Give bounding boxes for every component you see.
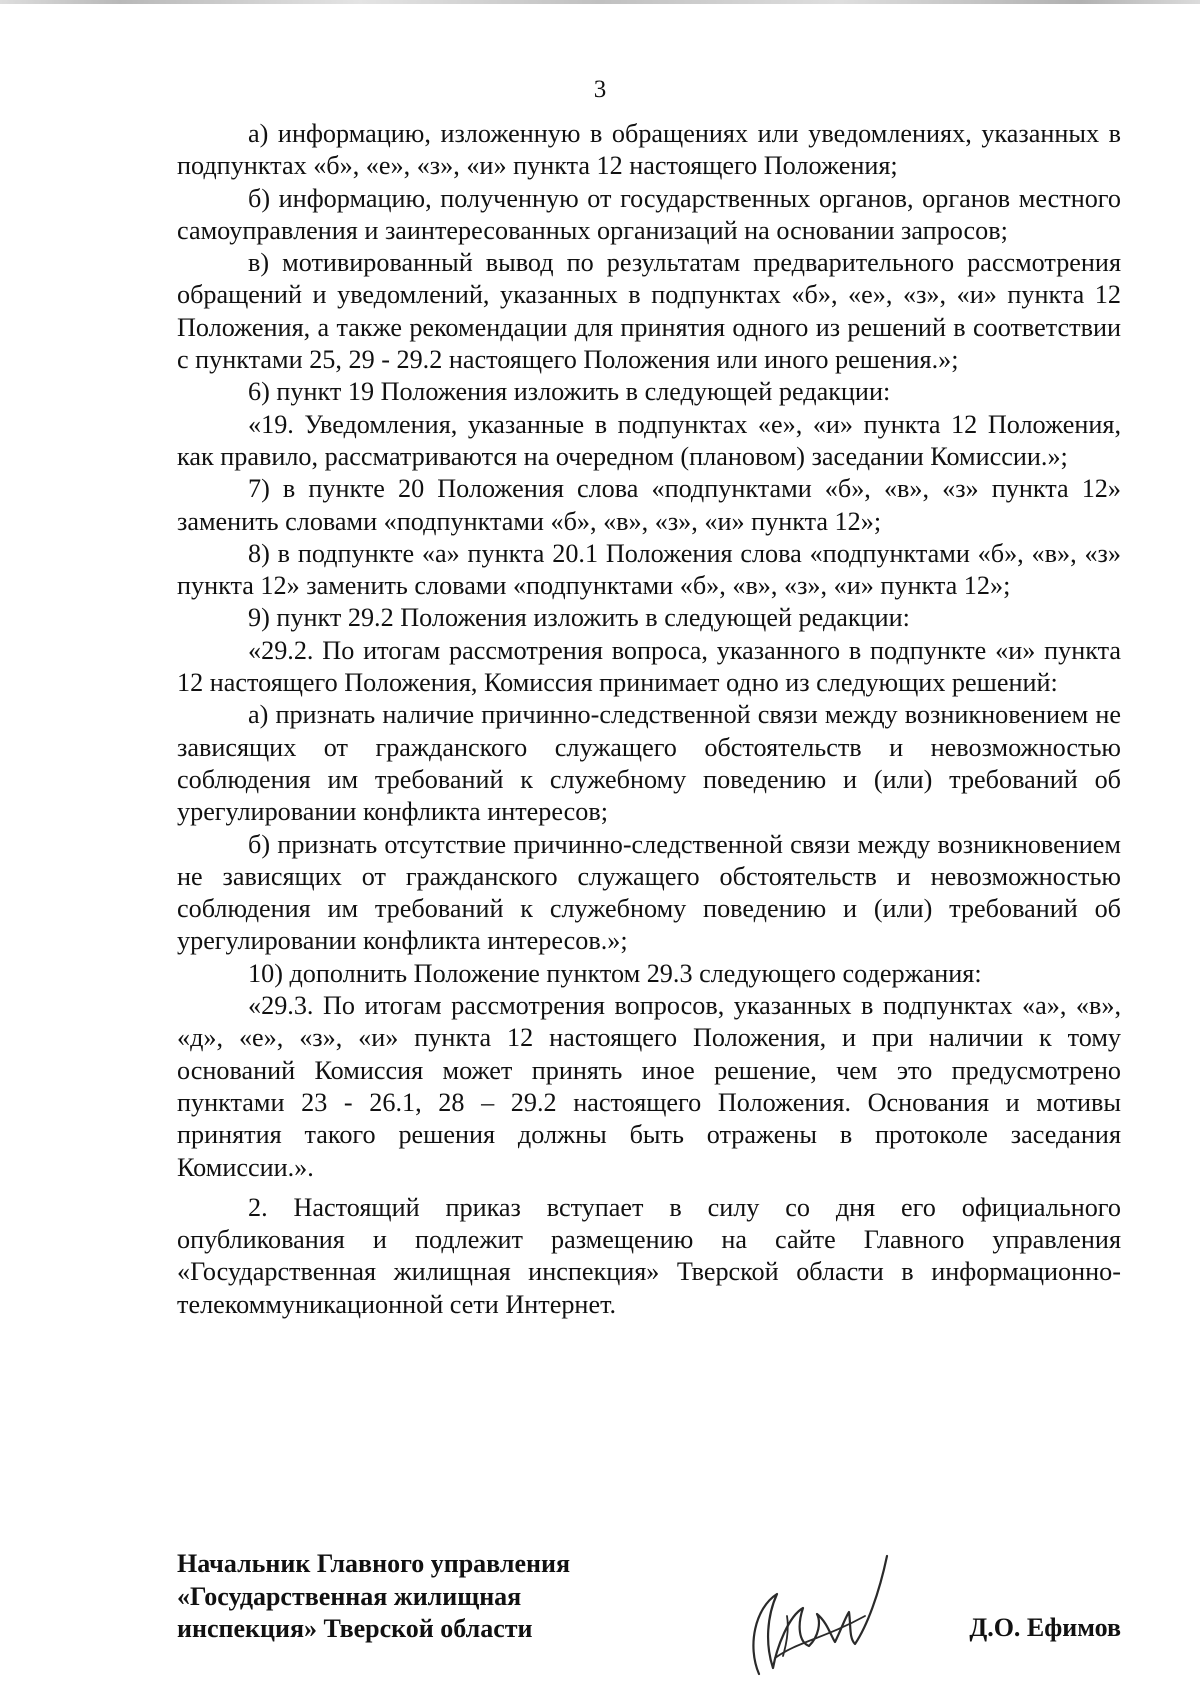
signatory-title-line: «Государственная жилищная	[177, 1581, 522, 1611]
handwritten-signature	[717, 1546, 897, 1686]
paragraph-item-19-text: «19. Уведомления, указанные в подпунктах «е», «и» пункта 12 Положения, как правило, рассматриваются на очередном (плановом) заседании Комиссии.»;	[177, 409, 1121, 471]
paragraph-order-effective: 2. Настоящий приказ вступает в силу со дня его официального опубликования и подлежит размещению на сайте Главного управления «Государственная жилищная инспекция» Тверской области в информационно-телекоммуникационной сети Интернет.	[177, 1192, 1121, 1319]
signatory-title-line: Начальник Главного управления	[177, 1549, 571, 1578]
paragraph-item-8: 8) в подпункте «а» пункта 20.1 Положения слова «подпунктами «б», «в», «з» пункта 12» заменить словами «подпунктами «б», «в», «з», «и» пункта 12»;	[177, 538, 1121, 601]
paragraph-item-29-2-text: «29.2. По итогам рассмотрения вопроса, указанного в подпункте «и» пункта 12 настоящего Положения, Комиссия принимает одно из следующих решений:	[177, 635, 1121, 698]
paragraph-29-2-b: б) признать отсутствие причинно-следственной связи между возникновением не зависящих от гражданского служащего обстоятельств и невозможностью соблюдения им требований к служебному поведению и (или) требований об урегулировании конфликта интересов.»;	[177, 829, 1121, 956]
signatory-name: Д.О. Ефимов	[969, 1613, 1121, 1642]
signatory-title	[177, 1548, 570, 1646]
paragraph-item-9: 9) пункт 29.2 Положения изложить в следующей редакции:	[248, 603, 910, 633]
paragraph-item-6: 6) пункт 19 Положения изложить в следующей редакции:	[248, 377, 891, 407]
scan-edge-line	[0, 0, 1200, 4]
paragraph-item-10: 10) дополнить Положение пунктом 29.3 следующего содержания:	[248, 958, 982, 988]
paragraph-item-7: 7) в пункте 20 Положения слова «подпунктами «б», «в», «з» пункта 12» заменить словами «подпунктами «б», «в», «з», «и» пункта 12»;	[177, 474, 1121, 536]
paragraph-v-conclusion: в) мотивированный вывод по результатам предварительного рассмотрения обращений и уведомлений, указанных в подпунктах «б», «е», «з», «и» пункта 12 Положения, а также рекомендации для принятия одного из решений в соответствии с пунктами 25, 29 - 29.2 настоящего Положения или иного решения.»;	[177, 248, 1121, 375]
paragraph-29-2-a: а) признать наличие причинно-следственной связи между возникновением не зависящих от гражданского служащего обстоятельств и невозможностью соблюдения им требований к служебному поведению и (или) требований об урегулировании конфликта интересов;	[177, 700, 1121, 827]
paragraph-item-29-3-text: «29.3. По итогам рассмотрения вопросов, указанных в подпунктах «а», «в», «д», «е», «з», «и» пункта 12 настоящего Положения, и при наличии к тому оснований Комиссия может принять иное решение, чем это предусмотрено пунктами 23 - 26.1, 28 – 29.2 настоящего Положения. Основания и мотивы принятия такого решения должны быть отражены в протоколе заседания Комиссии.».	[177, 991, 1121, 1182]
signatory-title-line: инспекция» Тверской области	[177, 1614, 533, 1643]
signature-block	[177, 1548, 1121, 1658]
document-body	[177, 118, 1121, 1321]
paragraph-b-information: б) информацию, полученную от государственных органов, органов местного самоуправления и заинтересованных организаций на основании запросов;	[177, 183, 1121, 245]
page-number: 3	[593, 76, 607, 103]
paragraph-a-information: а) информацию, изложенную в обращениях или уведомлениях, указанных в подпунктах «б», «е», «з», «и» пункта 12 настоящего Положения;	[177, 119, 1121, 181]
